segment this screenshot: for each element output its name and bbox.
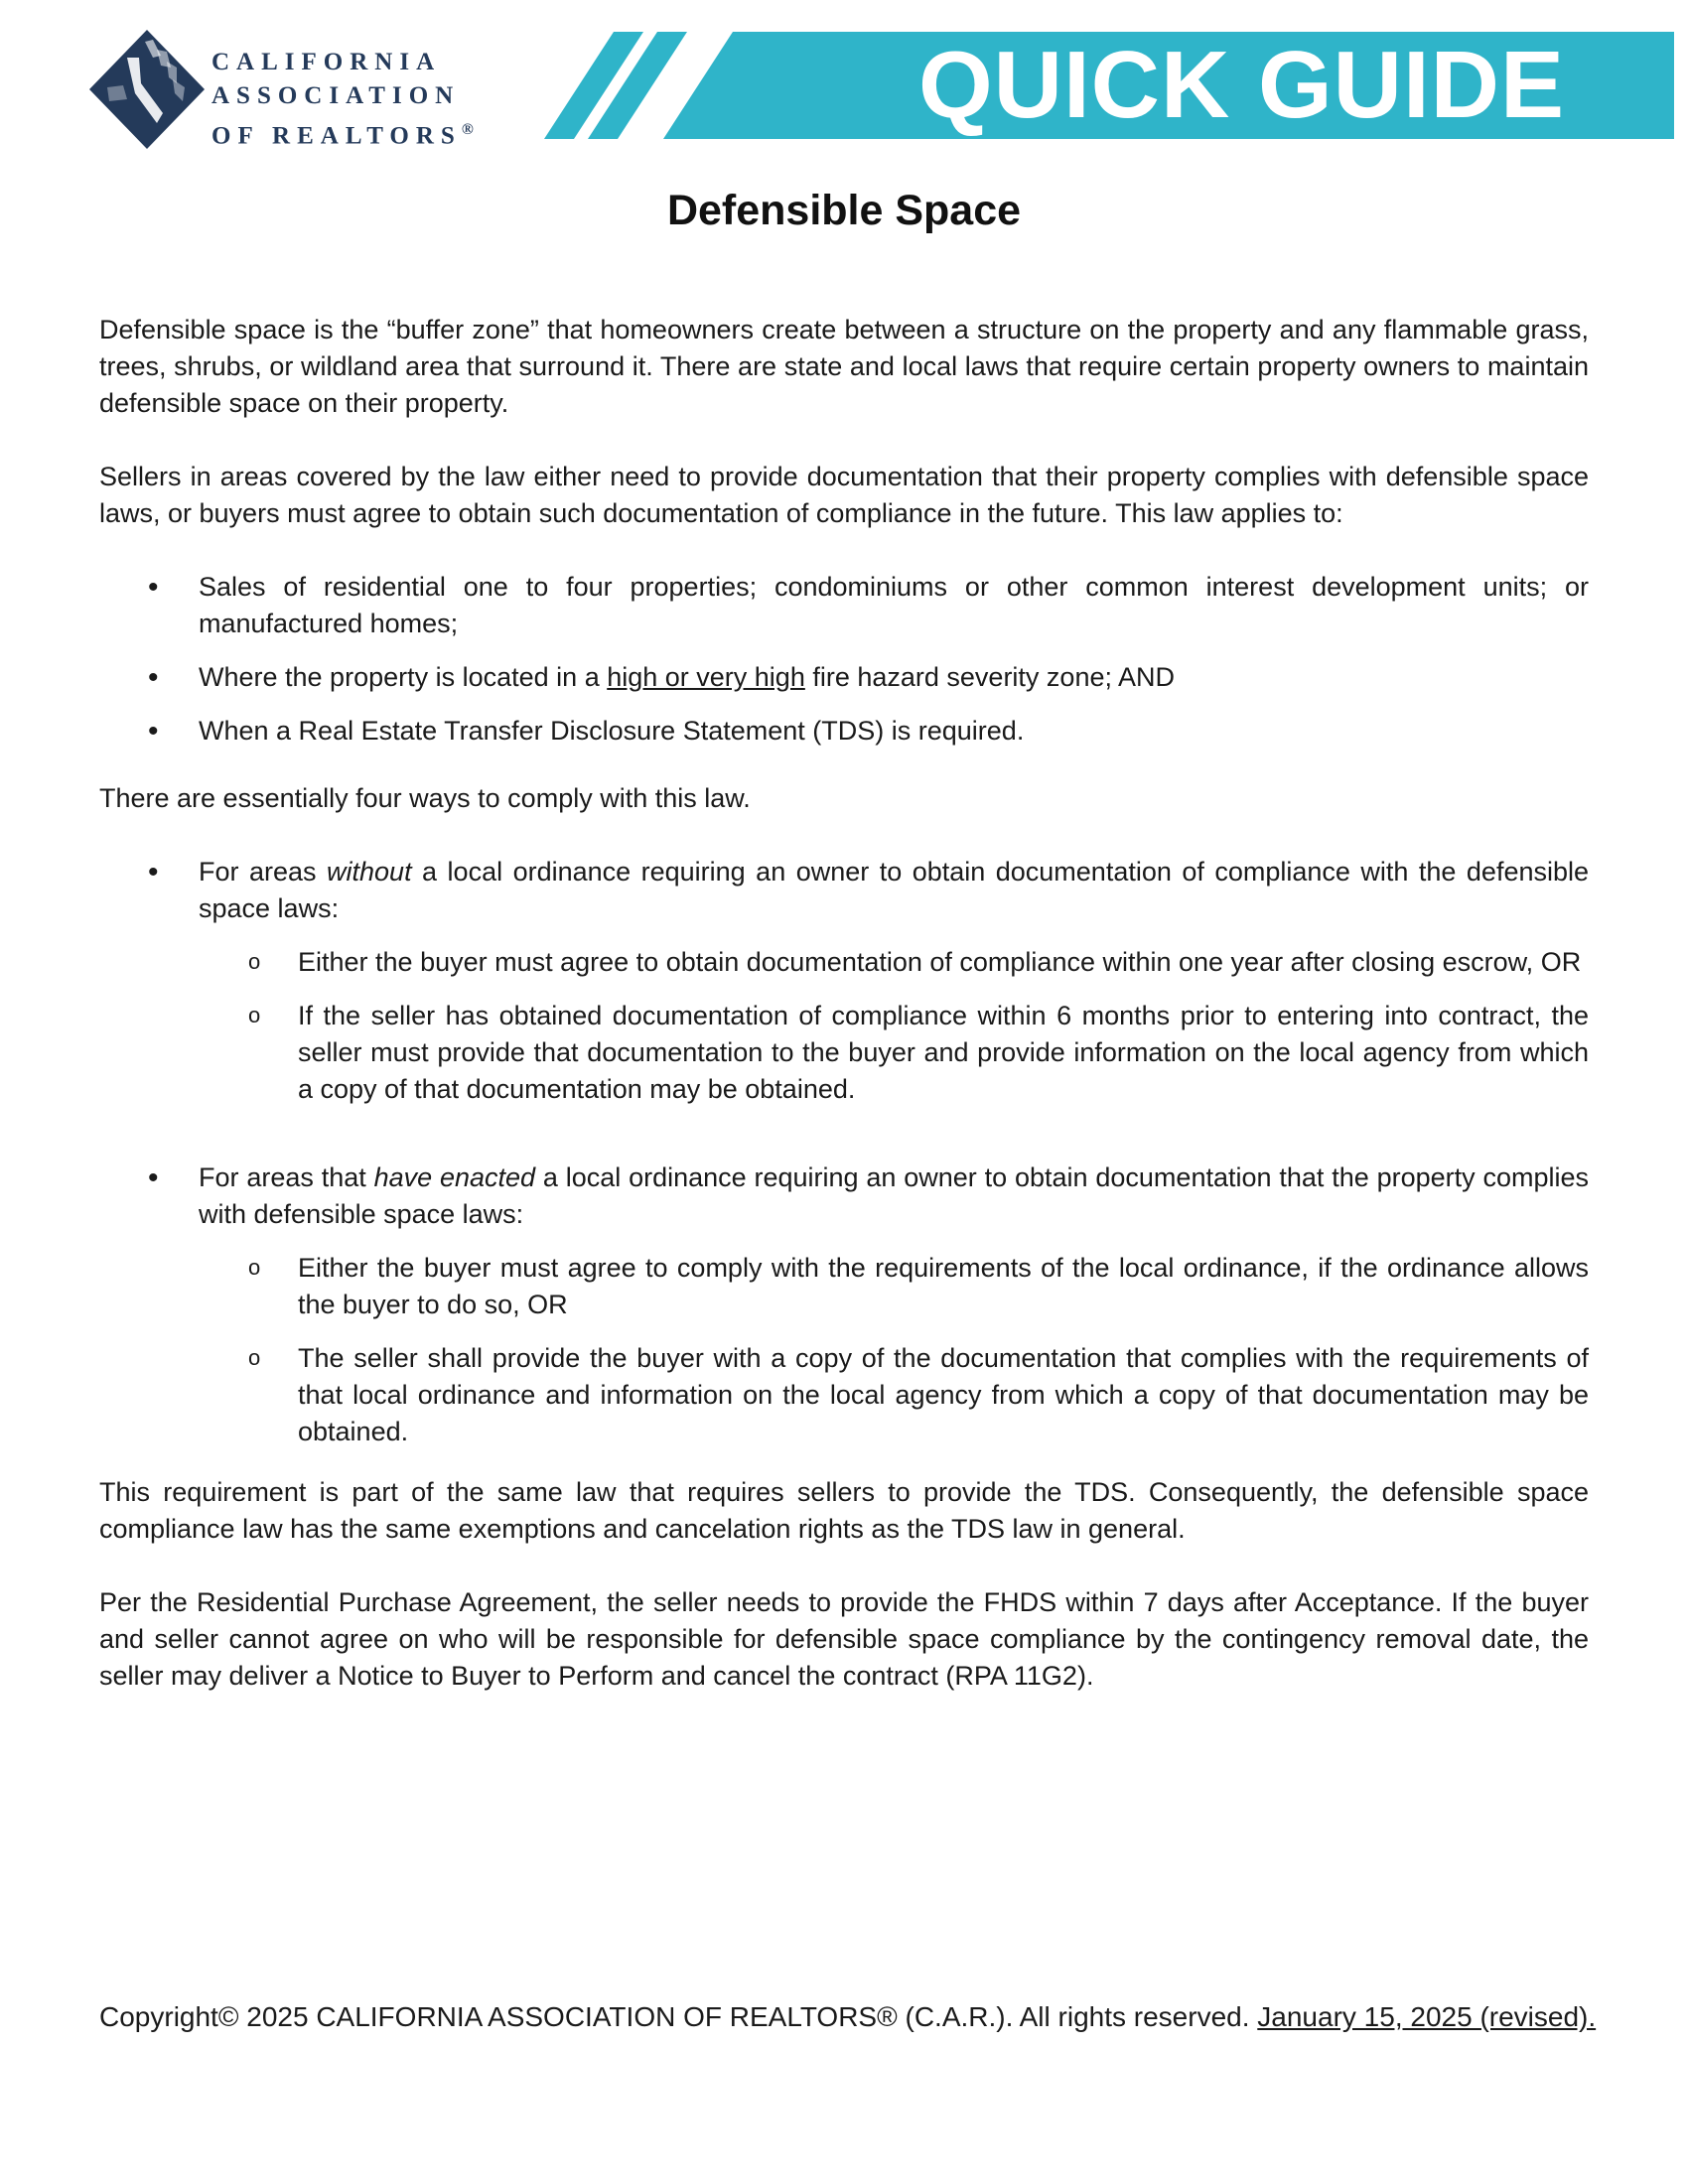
hazard-zone-link[interactable]: high or very high	[607, 662, 805, 692]
list-item-text: fire hazard severity zone; AND	[804, 662, 1176, 692]
quick-guide-banner	[544, 32, 1674, 139]
sub-list-item: o If the seller has obtained documentation of compliance within 6 months prior to entering into contract, the seller must provide that documentation to the buyer and provide information on the local agency from which a copy of that documentation may be obtained.	[199, 998, 1589, 1108]
applies-to-list	[99, 569, 1589, 750]
page-title: Defensible Space	[666, 187, 1022, 234]
list-item	[99, 854, 1589, 1108]
org-line-1: CALIFORNIA	[211, 49, 442, 75]
list-item-text: For areas	[199, 857, 328, 887]
list-item: • When a Real Estate Transfer Disclosure Statement (TDS) is required.	[99, 713, 1589, 750]
car-logo	[87, 28, 514, 157]
emphasis-text: have enacted	[373, 1162, 536, 1192]
org-name	[211, 46, 509, 153]
list-item	[99, 1160, 1589, 1450]
registered-mark: ®	[461, 121, 474, 138]
list-item	[99, 659, 1589, 696]
sub-list	[199, 944, 1589, 1108]
document-body	[99, 312, 1589, 1695]
list-item-text: a local ordinance requiring an owner to obtain documentation that the property complies with defensible space laws:	[199, 1162, 1589, 1229]
banner-title: QUICK GUIDE	[917, 32, 1565, 138]
emphasis-text: without	[327, 857, 412, 887]
closing-paragraph-1: This requirement is part of the same law that requires sellers to provide the TDS. Consequently, the defensible space compliance law has the same exemptions and cancelation rights as the TDS law in general.	[99, 1477, 1589, 1544]
california-seal-icon	[87, 28, 207, 157]
ways-intro: There are essentially four ways to comply with this law.	[99, 783, 751, 813]
intro-paragraph-2: Sellers in areas covered by the law either need to provide documentation that their property complies with defensible space laws, or buyers must agree to obtain such documentation of compliance in the future. This law applies to:	[99, 462, 1589, 528]
sub-list-item: o Either the buyer must agree to obtain documentation of compliance within one year after closing escrow, OR	[199, 944, 1589, 981]
org-line-3: OF REALTORS	[211, 122, 462, 150]
sub-list	[199, 1250, 1589, 1450]
list-item-text: For areas that	[199, 1162, 374, 1192]
copyright-footer	[99, 2001, 1596, 2033]
list-item-text: Where the property is located in a	[199, 662, 608, 692]
list-item-text: a local ordinance requiring an owner to obtain documentation of compliance with the defensible space laws:	[199, 857, 1590, 923]
compliance-ways-list	[99, 854, 1589, 1450]
revision-date: January 15, 2025 (revised).	[1257, 2001, 1597, 2032]
sub-list-item: o Either the buyer must agree to comply with the requirements of the local ordinance, if the ordinance allows the buyer to do so, OR	[199, 1250, 1589, 1323]
closing-paragraph-2: Per the Residential Purchase Agreement, the seller needs to provide the FHDS within 7 days after Acceptance. If the buyer and seller cannot agree on who will be responsible for defensible space compliance by the contingency removal date, the seller may deliver a Notice to Buyer to Perform and cancel the contract (RPA 11G2).	[99, 1587, 1589, 1691]
org-line-2: ASSOCIATION	[211, 82, 461, 109]
copyright-text: Copyright© 2025 CALIFORNIA ASSOCIATION OF REALTORS® (C.A.R.). All rights reserved.	[99, 2001, 1250, 2032]
sub-list-item: o The seller shall provide the buyer with a copy of the documentation that complies with the requirements of that local ordinance and information on the local agency from which a copy of that documentation may be obtained.	[199, 1340, 1589, 1450]
list-item: • Sales of residential one to four properties; condominiums or other common interest development units; or manufactured homes;	[99, 569, 1589, 642]
intro-paragraph-1: Defensible space is the “buffer zone” that homeowners create between a structure on the property and any flammable grass, trees, shrubs, or wildland area that surround it. There are state and local laws that require certain property owners to maintain defensible space on their property.	[99, 315, 1589, 418]
